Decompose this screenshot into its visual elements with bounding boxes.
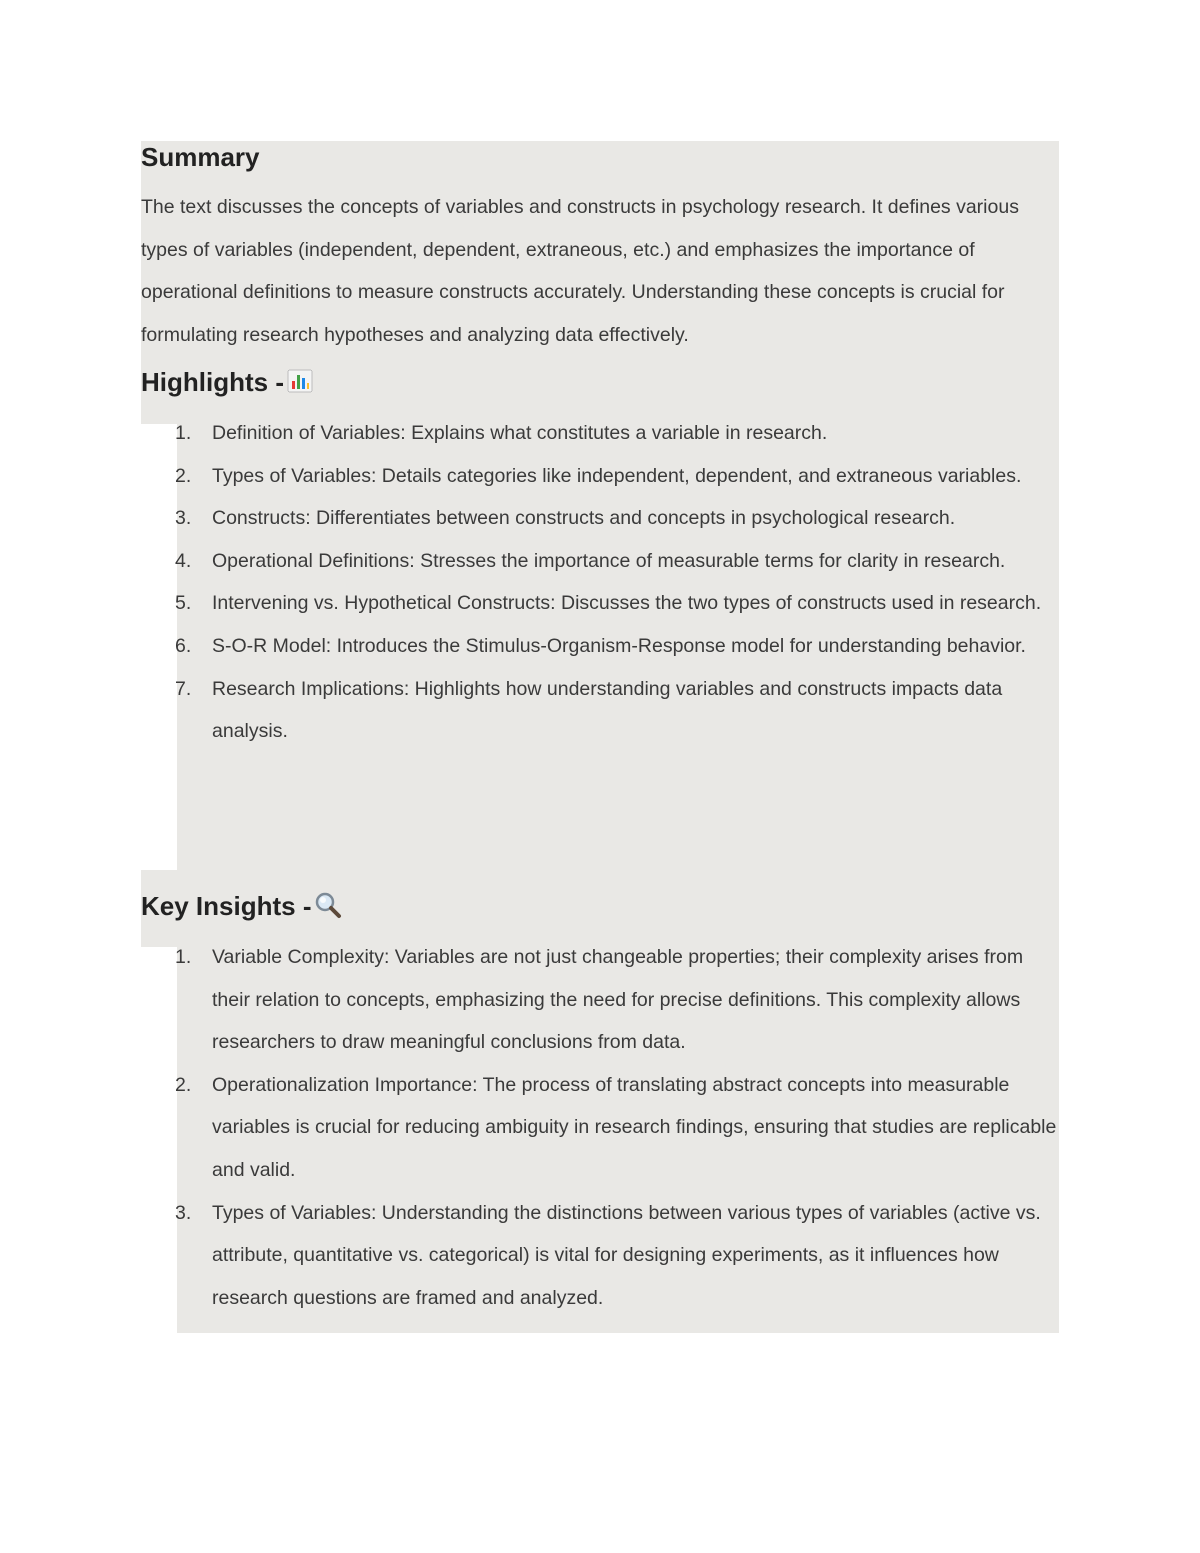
list-item-text: Constructs: Differentiates between constructs and concepts in psychological research. <box>212 507 956 530</box>
list-item-number: 1. <box>175 946 192 968</box>
list-item <box>141 936 1059 1064</box>
highlights-heading <box>141 366 314 402</box>
key-insights-heading <box>141 890 343 926</box>
list-item <box>141 1064 1059 1192</box>
list-item-number: 7. <box>175 677 192 700</box>
bar-chart-icon <box>286 367 314 402</box>
key-insights-list <box>141 936 1059 1319</box>
list-item <box>141 1192 1059 1320</box>
magnifying-glass-icon <box>313 891 343 926</box>
list-item-number: 3. <box>175 1201 192 1224</box>
list-item-text: Types of Variables: Details categories like independent, dependent, and extraneous variables. <box>212 464 1022 487</box>
list-item <box>141 412 1059 455</box>
list-item <box>141 455 1059 498</box>
highlights-heading-text: Highlights - <box>141 367 284 397</box>
list-item-number: 2. <box>175 464 192 487</box>
summary-paragraph: The text discusses the concepts of variables and constructs in psychology research. It defines various types of variables (independent, dependent, extraneous, etc.) and emphasizes the importance of operational definitions to measure constructs accurately. Understanding these concepts is crucial for formulating research hypotheses and analyzing data effectively. <box>141 196 1019 346</box>
list-item <box>141 668 1059 753</box>
list-item-text: Operational Definitions: Stresses the importance of measurable terms for clarity in research. <box>212 549 1006 572</box>
list-item-text: Definition of Variables: Explains what constitutes a variable in research. <box>212 422 828 444</box>
list-item-text: Variable Complexity: Variables are not just changeable properties; their complexity arises from their relation to concepts, emphasizing the need for precise definitions. This complexity allows researchers to draw meaningful conclusions from data. <box>212 946 1024 1054</box>
list-item-number: 6. <box>175 634 192 657</box>
list-item <box>141 582 1059 625</box>
list-item-text: Types of Variables: Understanding the distinctions between various types of variables (active vs. attribute, quantitative vs. categorical) is vital for designing experiments, as it influences how research questions are framed and analyzed. <box>212 1201 1041 1309</box>
list-item-number: 4. <box>175 549 192 572</box>
list-item-number: 5. <box>175 592 192 615</box>
summary-heading-text: Summary <box>141 142 260 172</box>
key-insights-heading-text: Key Insights - <box>141 891 312 921</box>
list-item <box>141 625 1059 668</box>
list-item-text: Operationalization Importance: The process of translating abstract concepts into measurable variables is crucial for reducing ambiguity in research findings, ensuring that studies are replicable and valid. <box>212 1073 1057 1181</box>
list-item-number: 3. <box>175 507 192 530</box>
summary-heading <box>141 141 260 173</box>
list-item-number: 1. <box>175 422 192 444</box>
list-item-text: Research Implications: Highlights how understanding variables and constructs impacts data analysis. <box>212 677 1003 743</box>
highlights-list <box>141 412 1059 753</box>
list-item <box>141 497 1059 540</box>
list-item-text: S-O-R Model: Introduces the Stimulus-Organism-Response model for understanding behavior. <box>212 634 1026 657</box>
list-item-text: Intervening vs. Hypothetical Constructs: Discusses the two types of constructs used in research. <box>212 592 1042 615</box>
list-item-number: 2. <box>175 1073 192 1096</box>
list-item <box>141 540 1059 583</box>
